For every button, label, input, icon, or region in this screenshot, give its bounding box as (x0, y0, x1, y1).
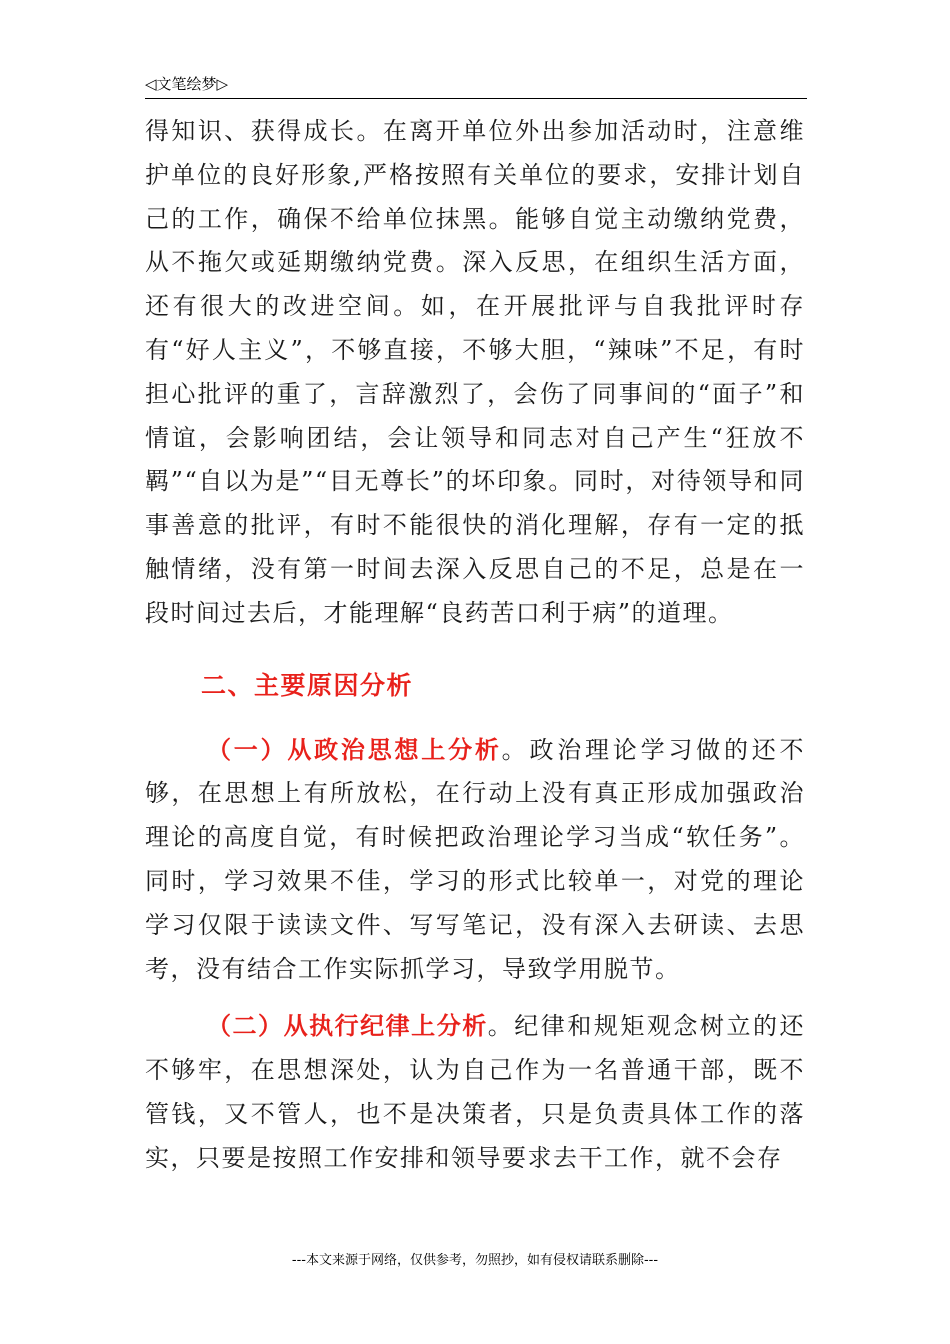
page-header (145, 74, 807, 99)
subsection-1-text: 。政治理论学习做的还不够，在思想上有所放松，在行动上没有真正形成加强政治理论的高度自觉，有时候把政治理论学习当成“软任务”。同时，学习效果不佳，学习的形式比较单一，对党的理论学习仅限于读读文件、写写笔记，没有深入去研读、去思考，没有结合工作实际抓学习，导致学用脱节。 (145, 735, 806, 983)
subsection-1-paragraph (145, 729, 805, 992)
header-logo-text: ◁文笔绘梦▷ (145, 75, 229, 93)
continued-paragraph: 得知识、获得成长。在离开单位外出参加活动时，注意维护单位的良好形象,严格按照有关单位的要求，安排计划自己的工作，确保不给单位抹黑。能够自觉主动缴纳党费，从不拖欠或延期缴纳党费。深入反思，在组织生活方面，还有很大的改进空间。如，在开展批评与自我批评时存有“好人主义”，不够直接，不够大胆，“辣味”不足，有时担心批评的重了，言辞激烈了，会伤了同事间的“面子”和情谊，会影响团结，会让领导和同志对自己产生“狂放不羁”“自以为是”“目无尊长”的坏印象。同时，对待领导和同事善意的批评，有时不能很快的消化理解，存有一定的抵触情绪，没有第一时间去深入反思自己的不足，总是在一段时间过去后，才能理解“良药苦口利于病”的道理。 (145, 117, 805, 627)
page-footer: ---本文来源于网络，仅供参考，勿照抄，如有侵权请联系删除--- (291, 1253, 659, 1268)
subsection-1-heading: （一）从政治思想上分析 (207, 735, 502, 764)
subsection-2-heading: （二）从执行纪律上分析 (207, 1012, 488, 1041)
document-body (145, 110, 805, 1181)
section-heading: 二、主要原因分析 (201, 670, 414, 700)
subsection-2-text: 。纪律和规矩观念树立的还不够牢，在思想深处，认为自己作为一名普通干部，既不管钱，又不管人，也不是决策者，只是负责具体工作的落实，只要是按照工作安排和领导要求去干工作，就不会存 (145, 1012, 805, 1172)
subsection-2-paragraph (145, 1005, 805, 1180)
